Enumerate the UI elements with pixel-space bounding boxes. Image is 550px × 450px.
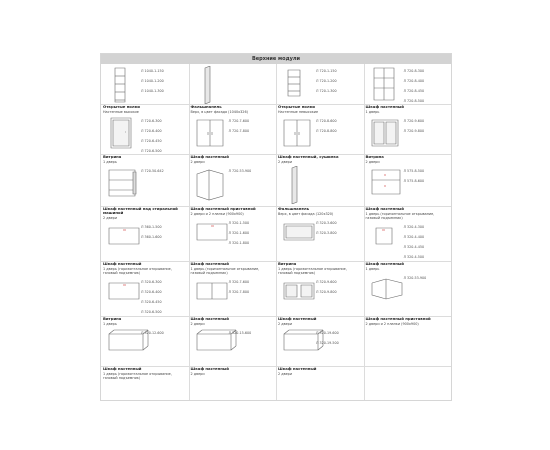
module-card [189, 206, 277, 261]
module-description: 1 дверь (горизонтальное открывание, газовый подъемник) [278, 267, 347, 276]
module-card [276, 206, 364, 261]
article-code: Л 320-1-500 [228, 221, 250, 225]
module-title: Шкаф настенный [278, 316, 317, 321]
section-header: Верхние модули [101, 54, 451, 64]
module-card [364, 316, 452, 366]
article-code: Л 320-3-800 [316, 231, 337, 235]
module-description: Настенные невысокие [278, 110, 319, 114]
article-code-list [141, 328, 164, 338]
module-card [189, 316, 277, 366]
module-title: Шкаф настенный над стиральной машиной [103, 206, 178, 216]
article-code: Л 320-1-600 [228, 231, 250, 235]
module-description: 1 дверь (горизонтальное открывание, газовый подъемник) [190, 267, 260, 276]
article-code: Л 720-7-800 [228, 129, 250, 133]
module-card [189, 261, 277, 316]
article-code: Л 320-4-300 [403, 225, 425, 229]
article-code: Л 575-8-600 [403, 179, 425, 183]
module-card [364, 206, 452, 261]
module-card [276, 261, 364, 316]
article-code: Л 1040-1-150 [141, 69, 164, 73]
module-title: Фальшпанель [190, 104, 222, 109]
article-code-list [141, 222, 162, 242]
module-title: Витрина [103, 154, 122, 159]
article-code: Л 720-1-150 [316, 69, 337, 73]
module-title: Шкаф настенный [190, 154, 229, 159]
article-code: Л 720-8-800 [316, 129, 337, 133]
article-code-list [316, 328, 339, 348]
module-description: 1 дверь [365, 267, 380, 271]
article-code-list [141, 66, 164, 96]
article-code: Л 320-9-800 [316, 290, 337, 294]
module-card [364, 261, 452, 316]
module-title: Шкаф настенный [103, 261, 142, 266]
module-title: Фальшпанель [278, 206, 310, 211]
module-title: Шкаф настенный [365, 206, 404, 211]
article-code: Л 320-1-800 [228, 241, 250, 245]
article-code: Л 320-6-400 [141, 290, 162, 294]
module-title: Открытые полки [278, 104, 315, 109]
module-card [364, 366, 452, 400]
module-title: Шкаф настенный [103, 366, 142, 371]
module-card [101, 64, 189, 104]
article-code: Л 720-6-450 [141, 139, 162, 143]
module-card [101, 261, 189, 316]
article-code-list [229, 116, 250, 136]
module-title: Шкаф настенный [190, 366, 229, 371]
article-code-list [316, 66, 337, 96]
article-code: Л 720-1-300 [316, 89, 337, 93]
module-description: Настенные высокие [103, 110, 139, 114]
grid-divider [101, 261, 451, 262]
module-title: Витрина [103, 316, 122, 321]
article-code-list [229, 218, 250, 248]
grid-divider [101, 366, 451, 367]
article-code-list [141, 116, 162, 154]
article-code: Л 720-6-500 [141, 149, 162, 153]
article-code: Л 720-8-300 [403, 69, 425, 73]
module-card [364, 64, 452, 104]
article-code-list [141, 277, 162, 316]
module-title: Шкаф настенный [190, 261, 229, 266]
module-card [101, 154, 189, 206]
article-code: Л 320-6-300 [141, 280, 162, 284]
module-description: 2 двери [365, 160, 380, 164]
module-description: 2 двери [278, 322, 293, 326]
article-code: Л 720-8-600 [316, 119, 337, 123]
article-code-list [404, 116, 425, 136]
module-card [189, 366, 277, 400]
article-code: Л 720-6-400 [141, 129, 162, 133]
module-card [364, 104, 452, 154]
module-description: 2 двери [190, 160, 205, 164]
module-card [276, 316, 364, 366]
article-code-list [404, 166, 425, 186]
module-title: Шкаф настенный приставной [365, 316, 431, 321]
module-description: Верх, в цвет фасада (120х320) [278, 212, 334, 216]
module-title: Шкаф настенный [365, 261, 404, 266]
module-title: Витрина [278, 261, 297, 266]
grid-divider [101, 104, 451, 105]
module-title: Шкаф настенный приставной [190, 206, 256, 211]
catalog-sheet [100, 53, 452, 401]
module-description: 1 дверь [103, 322, 117, 326]
article-code: Л 360-1-500 [141, 225, 162, 229]
module-description: 1 дверь [365, 110, 380, 114]
article-code: Л 720-8-400 [403, 79, 425, 83]
article-code: Л 320-4-450 [403, 245, 425, 249]
article-code: Л 720-6-300 [141, 119, 162, 123]
module-card [189, 104, 277, 154]
article-code: Л 1040-1-300 [141, 89, 164, 93]
module-description: 2 двери [190, 322, 205, 326]
grid-divider [101, 316, 451, 317]
article-code: Л 320-6-450 [141, 300, 162, 304]
article-code: Л 320-7-800 [228, 290, 250, 294]
module-title: Витрина [365, 154, 384, 159]
article-code-list [316, 218, 337, 238]
article-code-list [316, 277, 337, 297]
module-description: 1 дверь (горизонтальное открывание, газовый подъемник) [103, 372, 172, 381]
module-description: 2 двери [278, 160, 293, 164]
module-card [189, 154, 277, 206]
module-description: 2 двери [103, 216, 118, 220]
article-code: Л 720-8-450 [403, 89, 425, 93]
module-card [101, 366, 189, 400]
module-card [276, 154, 364, 206]
module-card [101, 206, 189, 261]
module-card [101, 104, 189, 154]
article-code-list [229, 166, 252, 176]
module-title: Шкаф настенный [190, 316, 229, 321]
article-code: Л 320-19-600 [316, 331, 339, 335]
article-code: Л 320-53-900 [403, 276, 427, 280]
module-description: Верх, в цвет фасада (1040х326) [190, 110, 248, 114]
article-code: Л 320-4-400 [403, 235, 425, 239]
module-card [276, 64, 364, 104]
article-code: Л 320-19-500 [316, 341, 339, 345]
article-code: Л 720-9-600 [403, 119, 425, 123]
module-title: Шкаф настенный [278, 366, 317, 371]
article-code: Л 720-9-800 [403, 129, 425, 133]
article-code-list [229, 277, 250, 297]
module-card [364, 154, 452, 206]
article-code-list [141, 166, 164, 176]
module-card [276, 366, 364, 400]
article-code: Л 720-8-500 [403, 99, 425, 103]
module-title: Шкаф настенный, сушилка [278, 154, 339, 159]
module-description: 1 дверь (горизонтальное открывание, газовый подъемник) [365, 212, 435, 221]
article-code: Л 320-12-600 [141, 331, 164, 335]
module-card [101, 316, 189, 366]
article-code-list [404, 222, 425, 261]
module-title: Шкаф настенный [365, 104, 404, 109]
false-panel-icon [193, 66, 237, 104]
module-description: 1 дверь [103, 160, 117, 164]
article-code: Л 320-9-600 [316, 280, 337, 284]
article-code-list [404, 273, 427, 283]
article-code: Л 720-50-642 [141, 169, 164, 173]
article-code: Л 320-7-600 [228, 280, 250, 284]
article-code-list [404, 66, 425, 104]
module-description: 2 двери [190, 372, 205, 376]
article-code: Л 320-3-600 [316, 221, 337, 225]
module-description: 2 двери [278, 372, 293, 376]
module-card [276, 104, 364, 154]
grid-divider [101, 206, 451, 207]
article-code: Л 720-1-200 [316, 79, 337, 83]
article-code-list [316, 116, 337, 136]
article-code: Л 320-4-500 [403, 255, 425, 259]
module-title: Открытые полки [103, 104, 140, 109]
false-panel-icon [280, 166, 324, 204]
article-code: Л 720-7-600 [228, 119, 250, 123]
grid-divider [101, 154, 451, 155]
module-description: 2 двери и 2 планки (900х900) [365, 322, 419, 326]
article-code: Л 575-8-500 [403, 169, 425, 173]
module-description: 1 дверь (горизонтальное открывание, газовый подъемник) [103, 267, 172, 276]
article-code: Л 320-6-500 [141, 310, 162, 314]
article-code: Л 720-53-900 [228, 169, 252, 173]
module-description: 2 двери и 2 планки (900х900) [190, 212, 244, 216]
article-code: Л 320-15-600 [228, 331, 252, 335]
article-code: Л 360-1-600 [141, 235, 162, 239]
module-card [189, 64, 277, 104]
article-code-list [229, 328, 252, 338]
article-code: Л 1040-1-200 [141, 79, 164, 83]
